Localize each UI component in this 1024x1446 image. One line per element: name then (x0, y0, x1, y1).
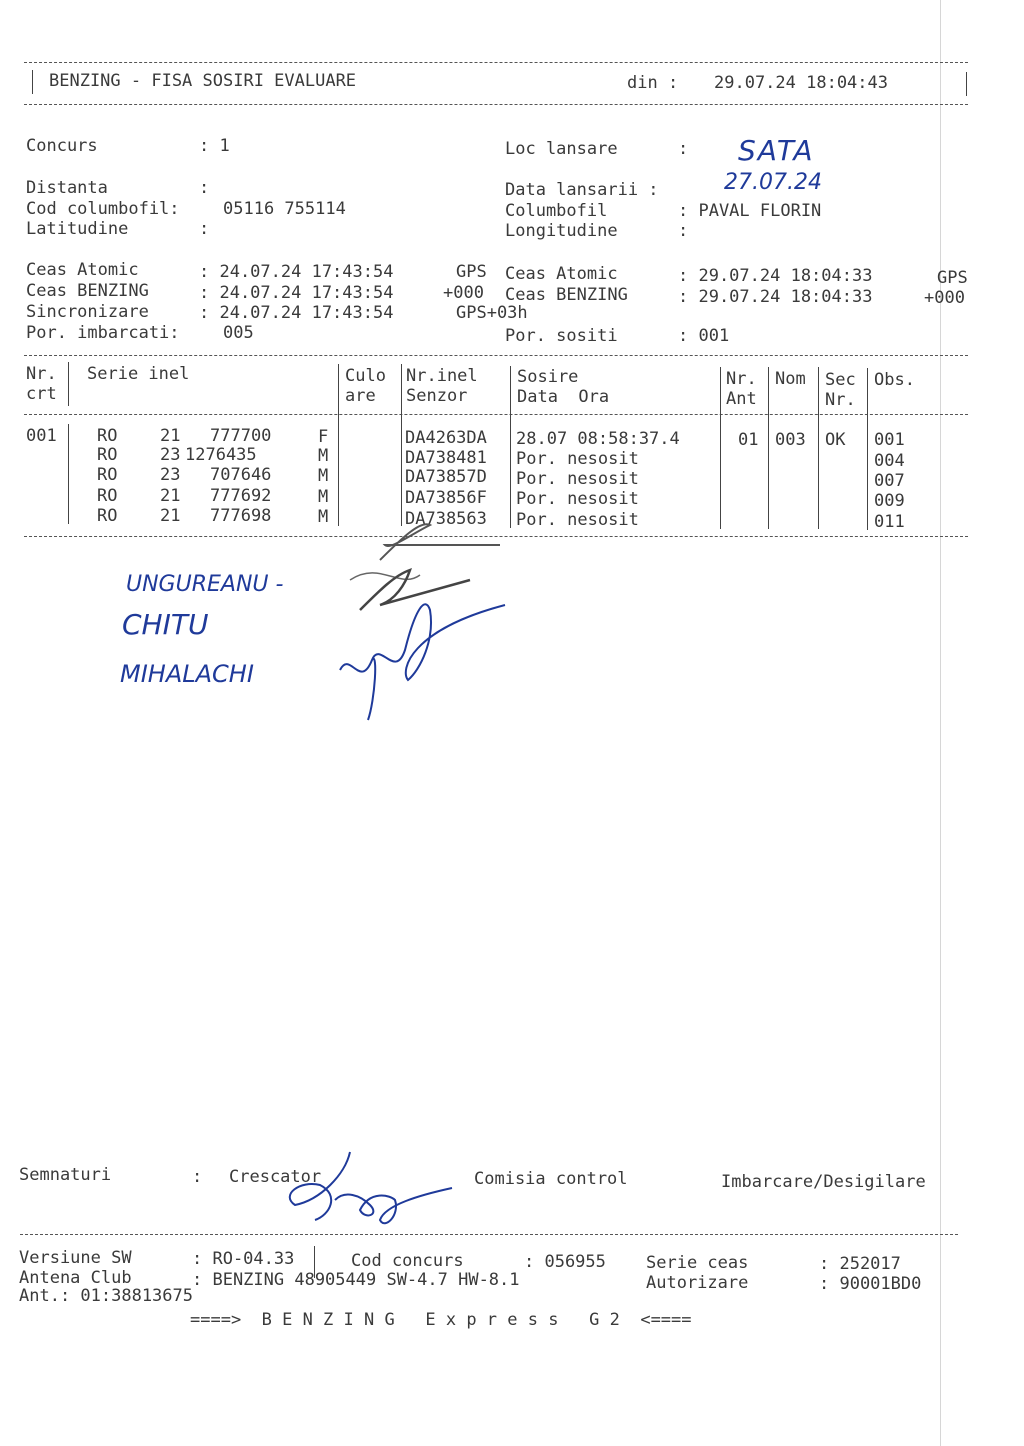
row4-obs: 009 (874, 491, 905, 511)
row2-an: 23 (160, 445, 181, 465)
por-imbarcati-value: 005 (223, 323, 254, 343)
row3-sosire: Por. nesosit (516, 469, 639, 489)
row4-sex: M (318, 487, 329, 507)
row5-an: 21 (160, 506, 181, 526)
cod-concurs-label: Cod concurs (351, 1251, 464, 1271)
antena-club-label: Antena Club (19, 1268, 132, 1288)
row2-sex: M (318, 446, 329, 466)
concurs-value: : 1 (199, 136, 230, 156)
row3-tara: RO (97, 465, 118, 485)
versiune-sw-value: : RO-04.33 (192, 1249, 295, 1269)
handwritten-name-3: MIHALACHI (120, 660, 254, 688)
col-header-nr-ant-1: Nr. (726, 369, 757, 389)
loc-lansare-label: Loc lansare (505, 139, 618, 159)
sincronizare-value: : 24.07.24 17:43:54 (199, 303, 394, 323)
col-header-nr-ant-2: Ant (726, 389, 757, 409)
sincronizare-label: Sincronizare (26, 302, 149, 322)
row1-senzor: DA4263DA (405, 428, 487, 448)
row3-sex: M (318, 466, 329, 486)
row2-obs: 004 (874, 451, 905, 471)
col-header-senzor: Senzor (406, 386, 468, 406)
ceas-atomic-right-suffix: GPS (937, 268, 968, 288)
ceas-atomic-right-label: Ceas Atomic (505, 264, 618, 284)
data-lansarii-handwritten: 27.07.24 (724, 170, 822, 195)
latitudine-label: Latitudine (26, 219, 129, 239)
row1-sec: OK (825, 430, 846, 450)
col-header-nr: Nr. (26, 364, 57, 384)
autorizare-label: Autorizare (646, 1273, 749, 1293)
ceas-benzing-left-suffix: +000 (443, 283, 484, 303)
row1-an: 21 (160, 426, 181, 446)
loc-lansare-sep: : (678, 139, 689, 159)
row5-obs: 011 (874, 512, 905, 532)
data-lansarii-label: Data lansarii : (505, 180, 659, 200)
ceas-atomic-right-value: : 29.07.24 18:04:33 (678, 266, 873, 286)
semnaturi-label: Semnaturi (19, 1165, 112, 1185)
cod-columbofil-label: Cod columbofil: (26, 199, 180, 219)
cod-concurs-value: : 056955 (524, 1252, 606, 1272)
table-row-crt: 001 (26, 426, 57, 446)
footer-rule (20, 1234, 958, 1235)
distanta-value: : (199, 178, 210, 198)
distanta-label: Distanta (26, 178, 108, 198)
col-header-nr-inel: Nr.inel (406, 366, 478, 386)
longitudine-label: Longitudine (505, 221, 618, 241)
ceas-atomic-left-value: : 24.07.24 17:43:54 (199, 262, 394, 282)
ceas-benzing-right-suffix: +000 (924, 288, 965, 308)
serie-ceas-value: : 252017 (819, 1254, 901, 1274)
por-sositi-label: Por. sositi (505, 326, 618, 346)
semnaturi-sep: : (192, 1167, 203, 1187)
row3-numar: 707646 (210, 465, 272, 485)
row3-senzor: DA73857D (405, 467, 487, 487)
ceas-atomic-left-suffix: GPS (456, 262, 487, 282)
col-header-culo: Culo (345, 366, 386, 386)
col-header-serie-inel: Serie inel (87, 364, 190, 384)
ceas-benzing-left-value: : 24.07.24 17:43:54 (199, 283, 394, 303)
antenna-id-line: Ant.: 01:38813675 (19, 1286, 193, 1306)
row1-tara: RO (97, 426, 118, 446)
handwritten-name-2: CHITU (122, 608, 209, 641)
handwritten-name-1: UNGUREANU - (126, 572, 284, 597)
row2-tara: RO (97, 445, 118, 465)
ceas-benzing-right-label: Ceas BENZING (505, 285, 628, 305)
versiune-sw-label: Versiune SW (19, 1248, 132, 1268)
row1-sosire: 28.07 08:58:37.4 (516, 429, 680, 449)
autorizare-value: : 90001BD0 (819, 1274, 922, 1294)
columbofil-value: : PAVAL FLORIN (678, 201, 822, 221)
ceas-benzing-left-label: Ceas BENZING (26, 281, 149, 301)
col-header-nom: Nom (775, 369, 806, 389)
por-imbarcati-label: Por. imbarcati: (26, 323, 180, 343)
antena-club-value: : BENZING 48905449 SW-4.7 HW-8.1 (192, 1270, 520, 1290)
row4-an: 21 (160, 486, 181, 506)
sincronizare-suffix: GPS+03h (456, 303, 528, 323)
din-label: din : (627, 73, 679, 93)
col-header-are: are (345, 386, 376, 406)
col-header-sosire: Sosire (517, 367, 579, 387)
row1-nom: 003 (775, 430, 806, 450)
col-header-sec: Sec (825, 370, 856, 390)
row3-an: 23 (160, 465, 181, 485)
imbarcare-label: Imbarcare/Desigilare (721, 1172, 926, 1192)
crescator-label: Crescator (229, 1167, 322, 1187)
cod-columbofil-value: 05116 755114 (223, 199, 346, 219)
row2-numar: 1276435 (185, 445, 257, 465)
row1-ant: 01 (738, 430, 759, 450)
row1-numar: 777700 (210, 426, 272, 446)
row4-sosire: Por. nesosit (516, 489, 639, 509)
row5-senzor: DA738563 (405, 509, 487, 529)
row2-senzor: DA738481 (405, 448, 487, 468)
row1-sex: F (318, 427, 329, 447)
row2-sosire: Por. nesosit (516, 449, 639, 469)
row4-senzor: DA73856F (405, 488, 487, 508)
col-header-crt: crt (26, 384, 57, 404)
row3-obs: 007 (874, 471, 905, 491)
row5-sosire: Por. nesosit (516, 510, 639, 530)
longitudine-value: : (678, 221, 689, 241)
serie-ceas-label: Serie ceas (646, 1253, 749, 1273)
ceas-benzing-right-value: : 29.07.24 18:04:33 (678, 287, 873, 307)
col-header-obs: Obs. (874, 370, 915, 390)
brand-line: ====> B E N Z I N G E x p r e s s G 2 <==== (190, 1310, 692, 1330)
row1-obs: 001 (874, 430, 905, 450)
row5-sex: M (318, 507, 329, 527)
ceas-atomic-left-label: Ceas Atomic (26, 260, 139, 280)
por-sositi-value: : 001 (678, 326, 730, 346)
concurs-label: Concurs (26, 136, 98, 156)
col-header-data-ora: Data Ora (517, 387, 610, 407)
loc-lansare-handwritten: SATA (738, 134, 815, 167)
latitudine-value: : (199, 219, 210, 239)
report-title: BENZING - FISA SOSIRI EVALUARE (49, 71, 357, 91)
row4-numar: 777692 (210, 486, 272, 506)
row5-tara: RO (97, 506, 118, 526)
col-header-sec-nr: Nr. (825, 390, 856, 410)
row4-tara: RO (97, 486, 118, 506)
columbofil-label: Columbofil (505, 201, 608, 221)
comisia-control-label: Comisia control (474, 1169, 628, 1189)
row5-numar: 777698 (210, 506, 272, 526)
din-value: 29.07.24 18:04:43 (714, 73, 888, 93)
